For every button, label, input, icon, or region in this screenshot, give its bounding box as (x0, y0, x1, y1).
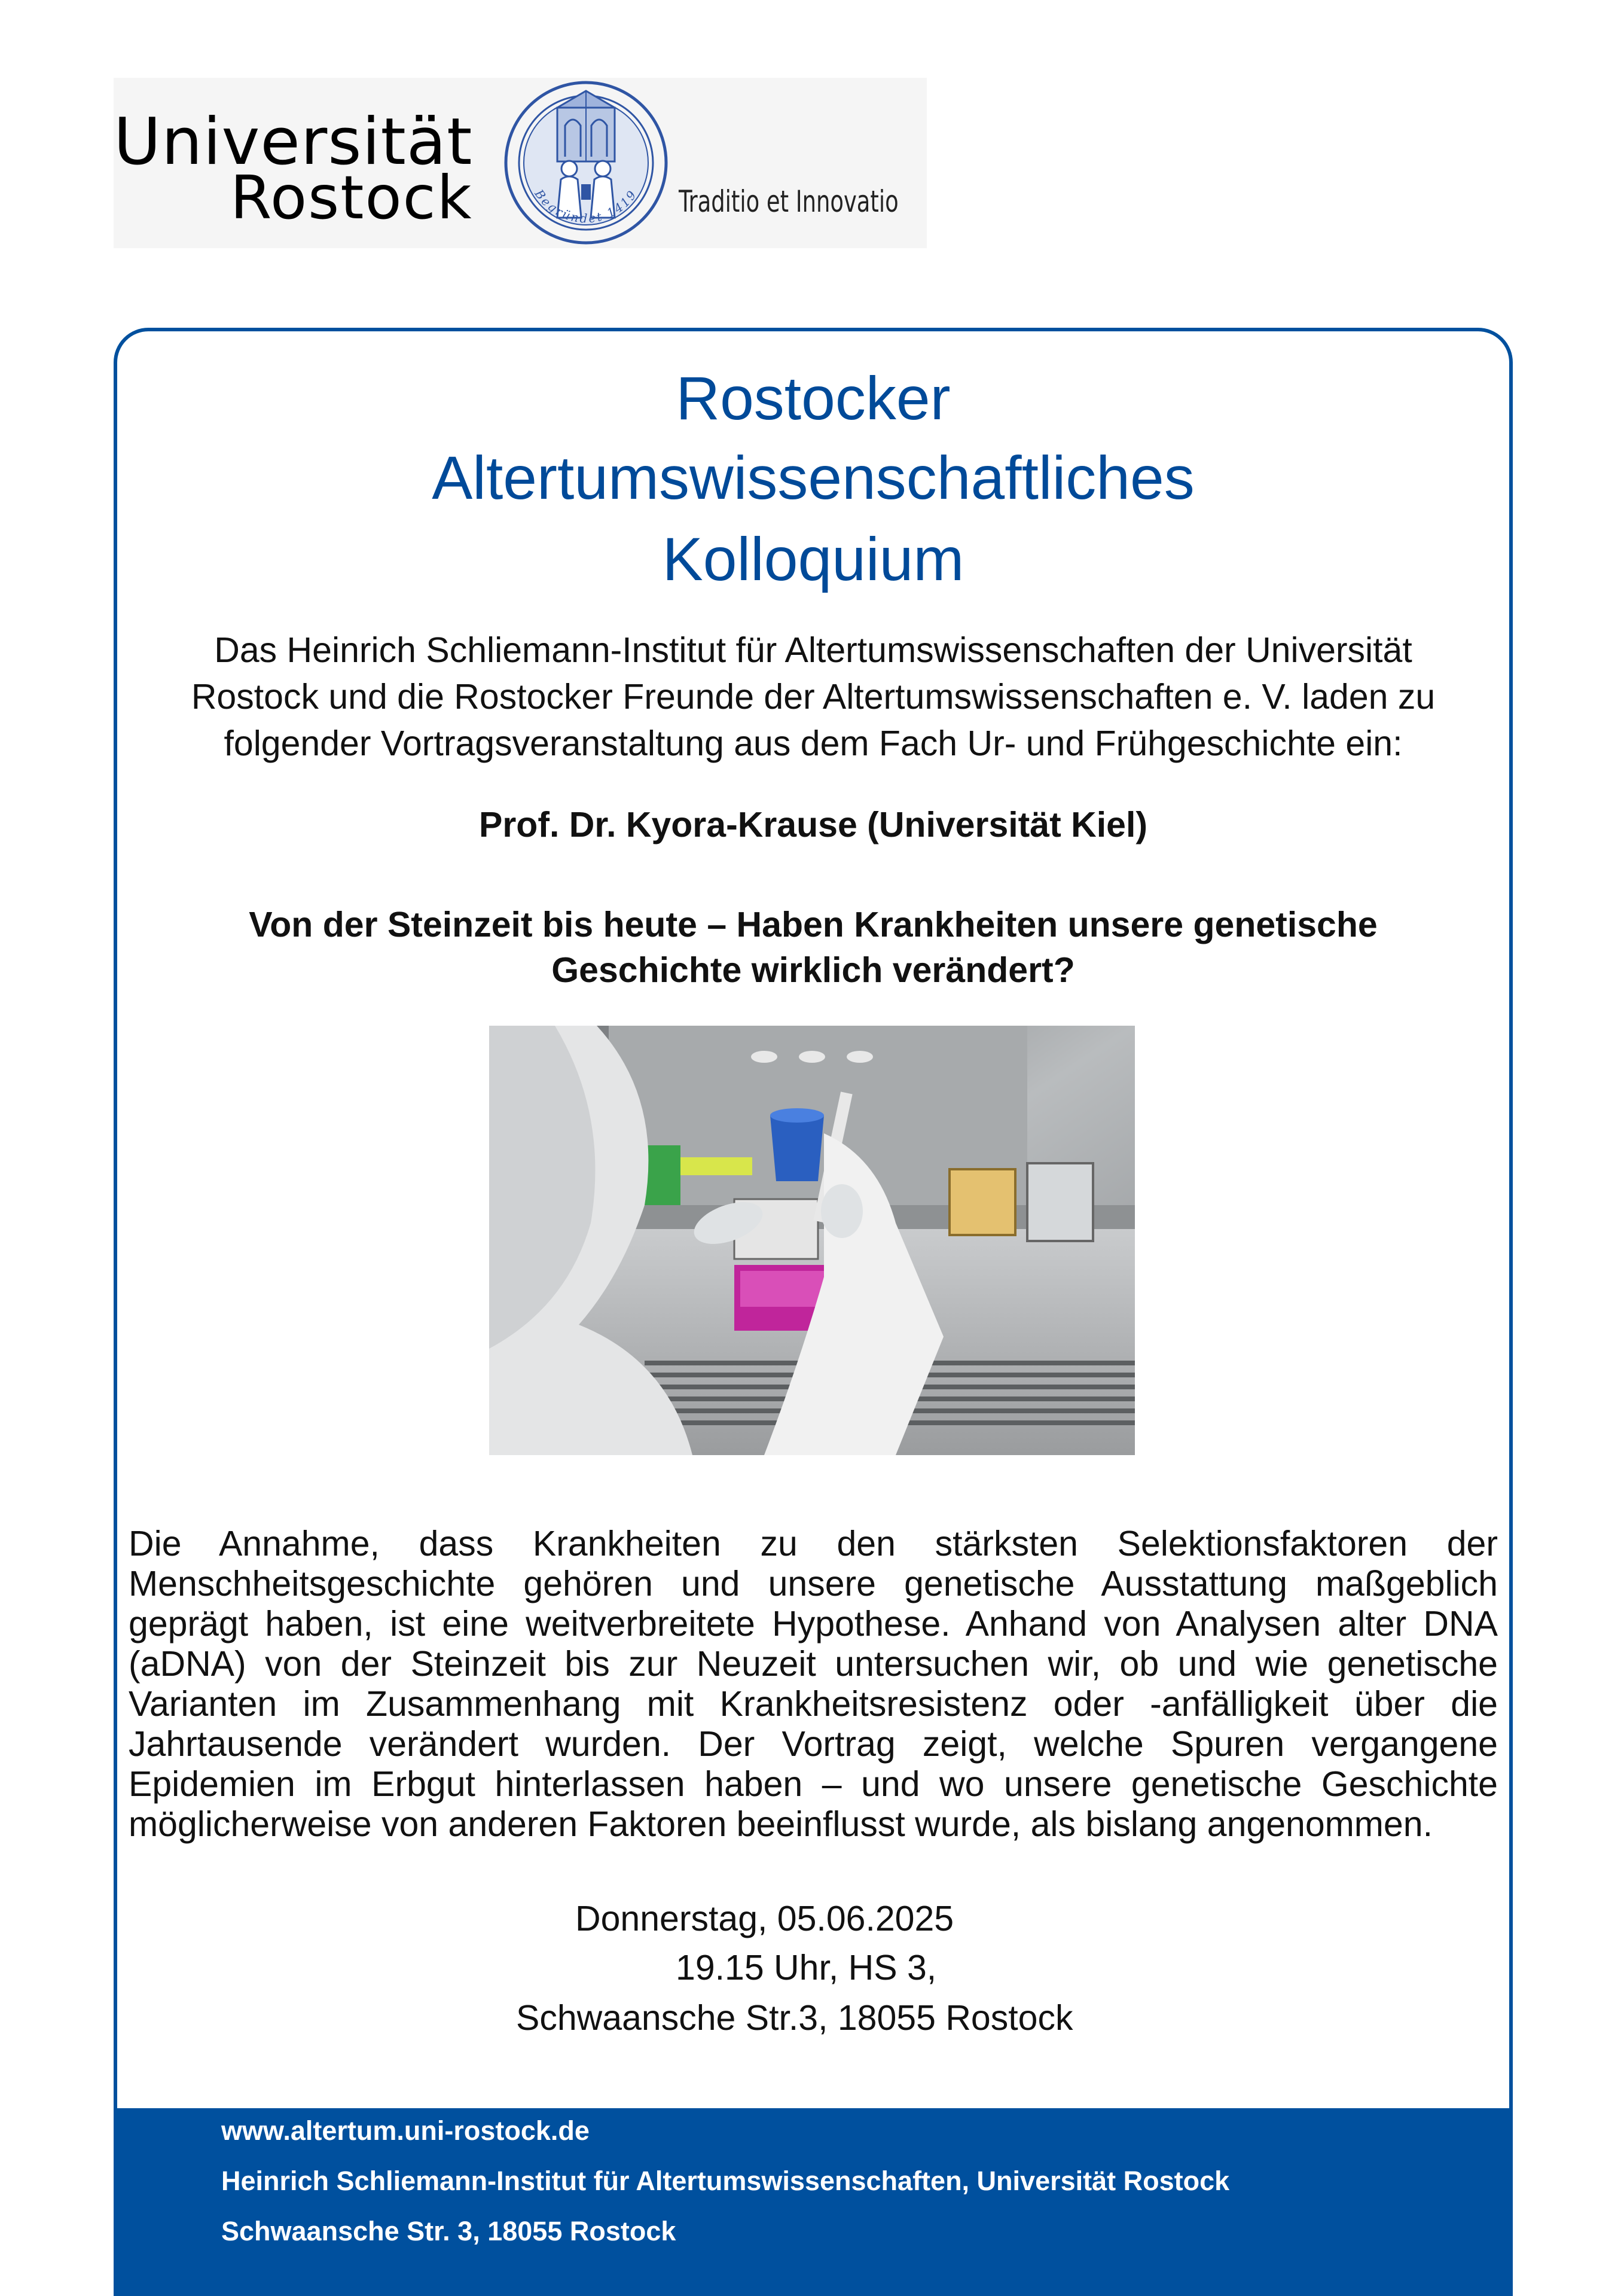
abstract-line: Varianten im Zusammenhang mit Krankheitsresistenz oder -anfälligkeit über die (129, 1684, 1498, 1724)
footer-website-link[interactable]: www.altertum.uni-rostock.de (221, 2115, 590, 2146)
talk-title-line: Geschichte wirklich verändert? (551, 950, 1075, 990)
intro-line: folgender Vortragsveranstaltung aus dem Fach Ur- und Frühgeschichte ein: (224, 724, 1403, 763)
event-time: 19.15 Uhr, HS 3, (676, 1948, 937, 1987)
talk-title-line: Von der Steinzeit bis heute – Haben Krankheiten unsere genetische (249, 905, 1378, 944)
page-title-line-1: Rostocker (676, 364, 951, 432)
abstract-paragraph (129, 1524, 1498, 1844)
speaker-name: Prof. Dr. Kyora-Krause (Universität Kiel) (478, 805, 1148, 844)
abstract-line: geprägt haben, ist eine weitverbreitete Hypothese. Anhand von Analysen alter DNA (129, 1604, 1498, 1644)
university-logo (114, 78, 927, 248)
abstract-line: Epidemien im Erbgut hinterlassen haben – und wo unsere genetische Geschichte (129, 1764, 1498, 1804)
abstract-line: möglicherweise von anderen Faktoren beeinflusst wurde, als bislang angenommen. (129, 1804, 1433, 1844)
page-title-line-3: Kolloquium (662, 525, 964, 593)
logo-motto: Traditio et Innovatio (679, 184, 899, 219)
intro-line: Rostock und die Rostocker Freunde der Altertumswissenschaften e. V. laden zu (191, 677, 1436, 716)
abstract-line: Menschheitsgeschichte gehören und unsere genetische Ausstattung maßgeblich (129, 1564, 1498, 1603)
university-seal-icon (502, 79, 670, 246)
event-location: Schwaansche Str.3, 18055 Rostock (516, 1998, 1073, 2038)
abstract-line: Jahrtausende verändert wurden. Der Vortrag zeigt, welche Spuren vergangene (129, 1724, 1498, 1764)
talk-title (114, 902, 1513, 993)
footer-bar (114, 2108, 1513, 2296)
intro-line: Das Heinrich Schliemann-Institut für Altertumswissenschaften der Universität (214, 630, 1412, 670)
footer-institute: Heinrich Schliemann-Institut für Altertumswissenschaften, Universität Rostock (221, 2166, 1230, 2196)
logo-rostock-word: Rostock (230, 163, 473, 233)
footer-address: Schwaansche Str. 3, 18055 Rostock (221, 2216, 676, 2246)
lab-photo (489, 1026, 1135, 1455)
event-date: Donnerstag, 05.06.2025 (575, 1899, 954, 1938)
page-title-line-2: Altertumswissenschaftliches (432, 444, 1195, 512)
abstract-line: (aDNA) von der Steinzeit bis zur Neuzeit untersuchen wir, ob und wie genetische (129, 1644, 1498, 1684)
intro-paragraph (149, 627, 1477, 767)
seal-text: Begründet 1419 (532, 187, 640, 226)
logo-university-word: Universität (114, 105, 473, 179)
abstract-line: Die Annahme, dass Krankheiten zu den stärksten Selektionsfaktoren der (129, 1524, 1498, 1563)
